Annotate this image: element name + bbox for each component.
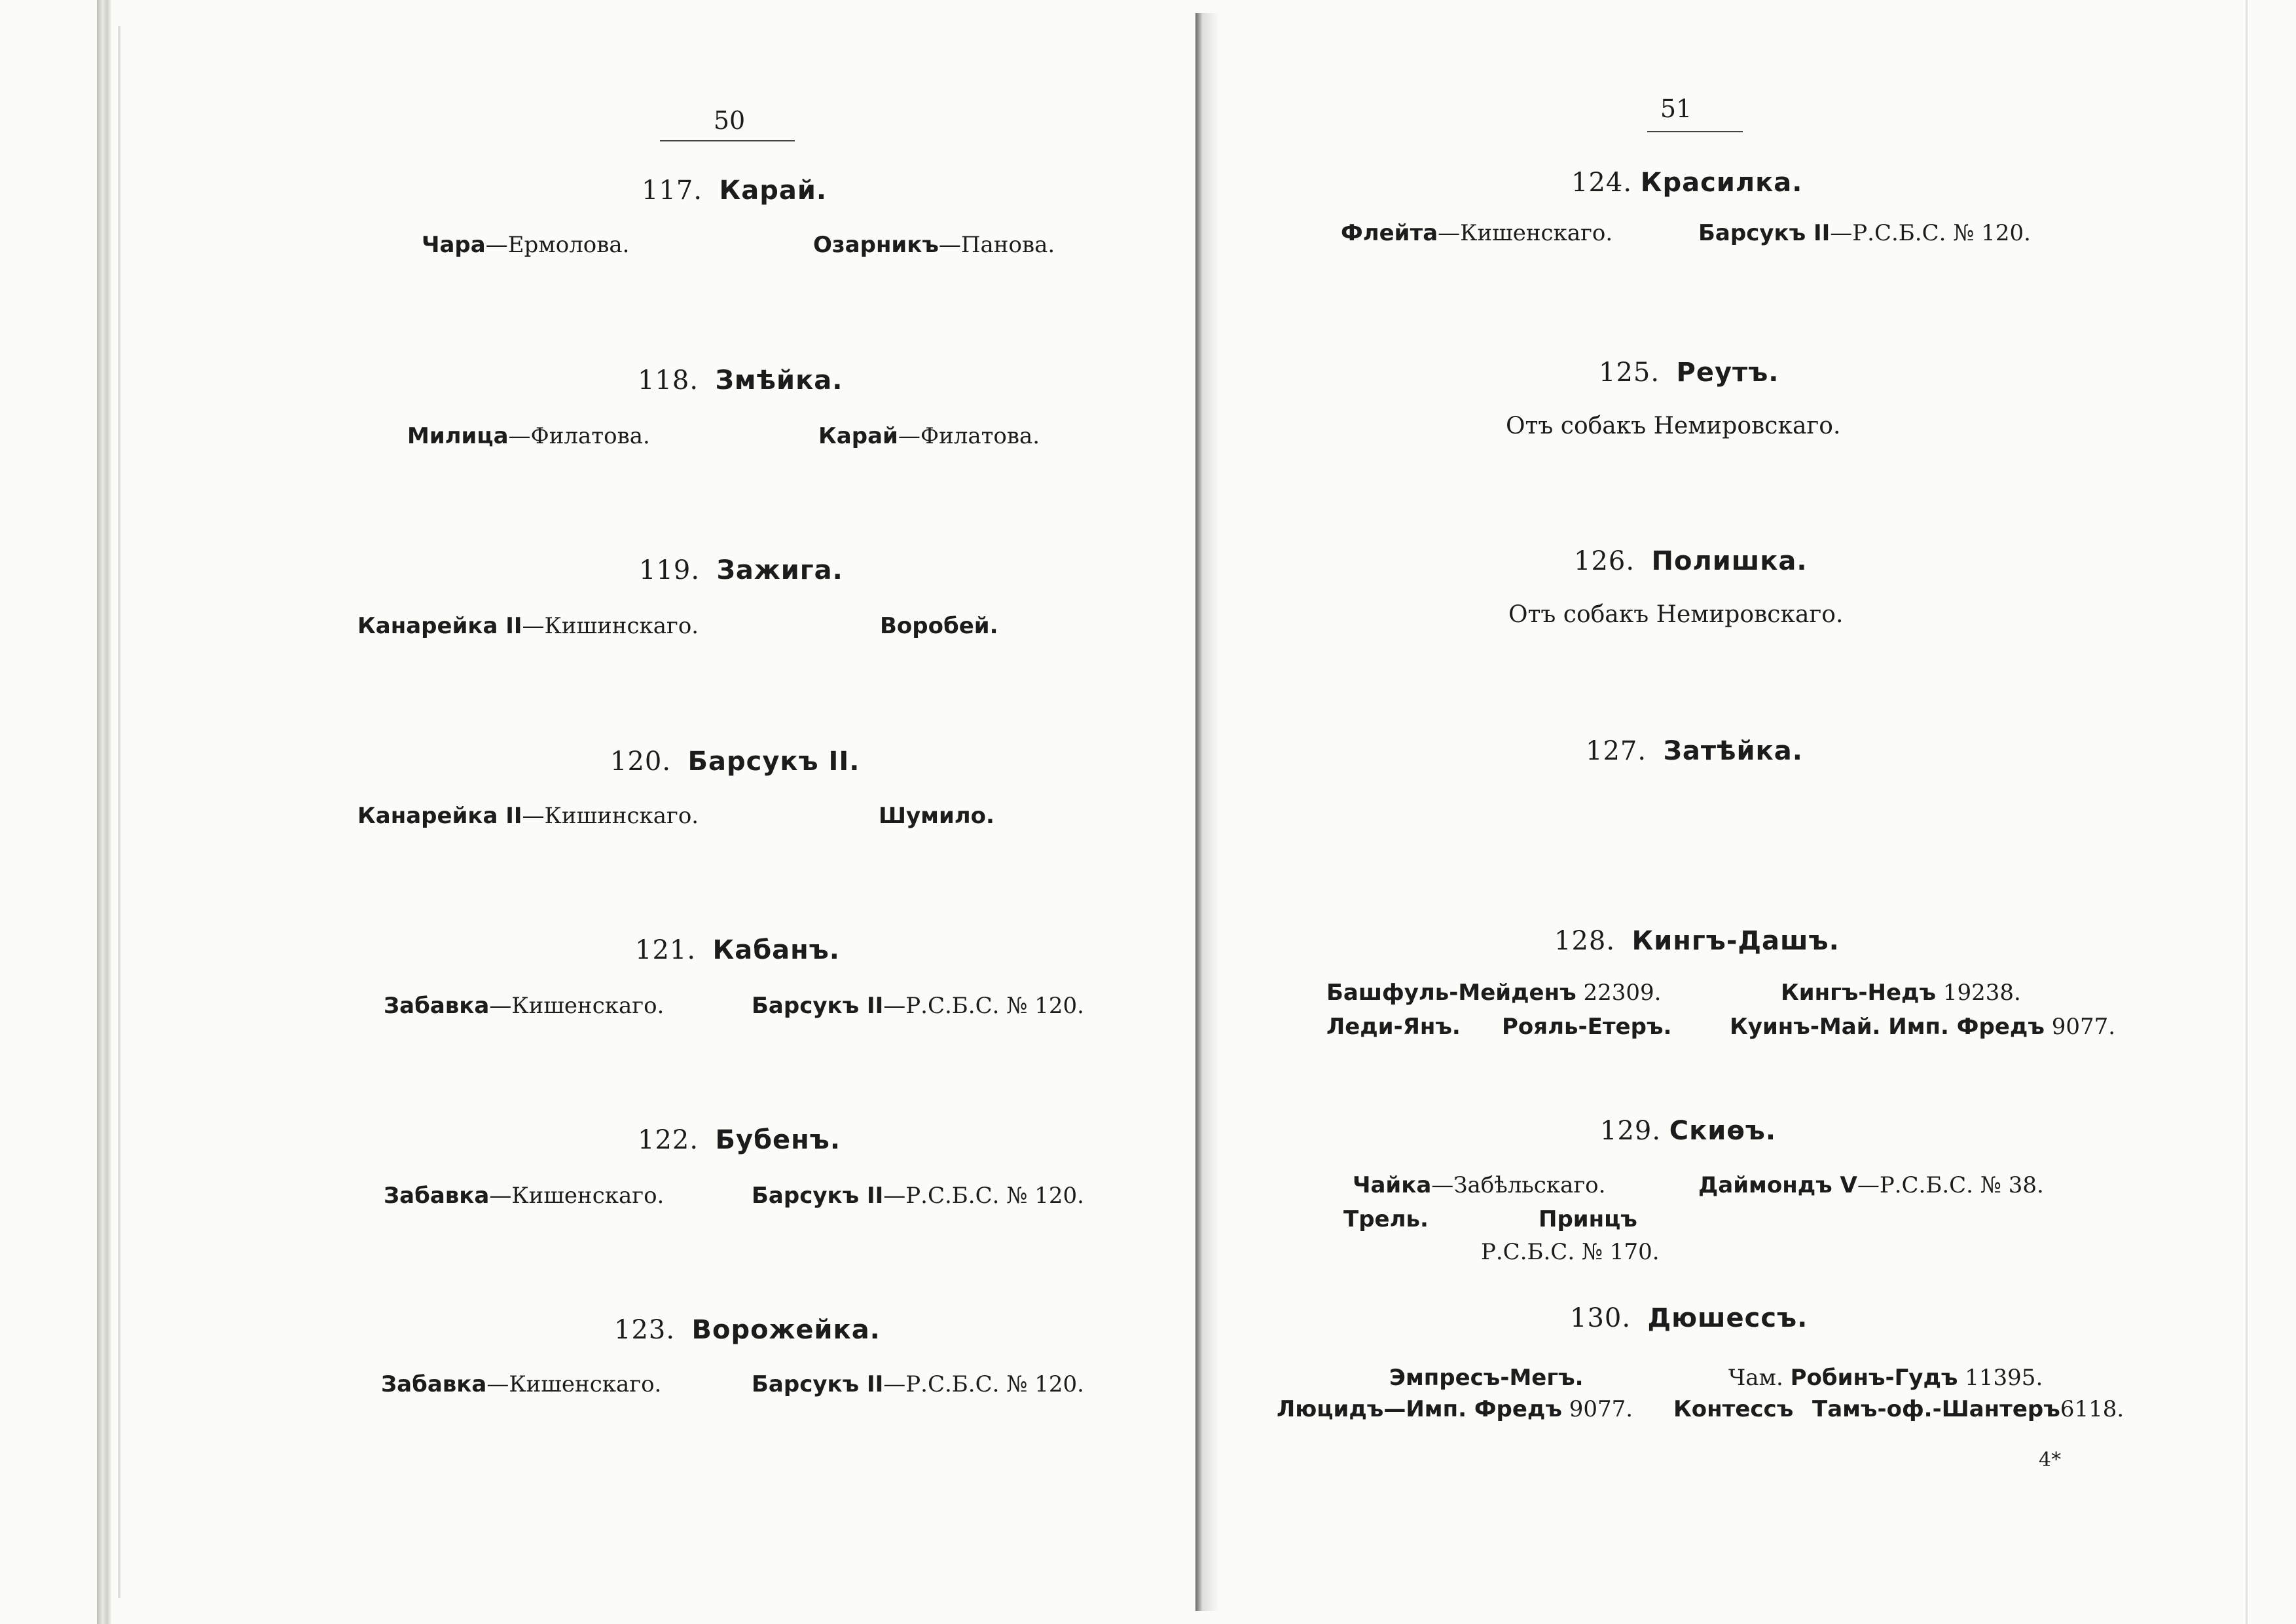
entry-heading — [1571, 168, 1802, 198]
grandparent — [1730, 1014, 2115, 1040]
grandparent-name: Люцидъ—Имп. Фредъ — [1277, 1396, 1562, 1422]
parent-right — [1698, 220, 2031, 246]
entry-number: 122. — [638, 1125, 699, 1155]
entry-number: 127. — [1586, 736, 1647, 766]
registry-number: 22309. — [1583, 980, 1662, 1006]
parent-name: Барсукъ II — [1698, 220, 1831, 246]
parent-left — [1341, 220, 1613, 246]
parent-name: Карай — [818, 423, 898, 449]
grandparent-name: Принцъ — [1539, 1206, 1637, 1232]
parent-name: Барсукъ II — [752, 1371, 884, 1397]
parent-left — [357, 613, 699, 639]
dog-name: Карай. — [719, 175, 828, 206]
origin-line: Отъ собакъ Немировскаго. — [1506, 413, 1841, 439]
grandparent-name: Куинъ-Май. Имп. Фредъ — [1730, 1014, 2045, 1040]
grandparent — [1539, 1206, 1637, 1232]
entry-number: 129. — [1600, 1116, 1662, 1146]
dog-name: Ворожейка. — [691, 1315, 881, 1345]
parent-name: Забавка — [384, 993, 490, 1019]
registry-number: 9077. — [1569, 1396, 1633, 1422]
parent-left — [407, 423, 650, 449]
dog-name: Полишка. — [1651, 546, 1808, 576]
pedigree-left — [1389, 1365, 1584, 1391]
parent-left — [1353, 1172, 1605, 1198]
parent-owner: —Ермолова. — [485, 232, 630, 258]
book-gutter — [1195, 13, 1202, 1611]
parent-name: Шумило. — [879, 803, 994, 829]
parent-right — [813, 232, 1055, 258]
parent-owner: —Р.С.Б.С. № 120. — [1830, 220, 2031, 246]
entry-heading — [610, 747, 860, 777]
registry-line: Р.С.Б.С. № 170. — [1481, 1239, 1660, 1265]
entry-heading — [1554, 926, 1840, 956]
parent-name: Флейта — [1341, 220, 1438, 246]
signature-mark: 4* — [2039, 1449, 2062, 1471]
page-number-rule-left — [660, 140, 795, 141]
grandparent — [1326, 1014, 1461, 1040]
page-number-right: 51 — [1660, 94, 1692, 123]
parent-left — [422, 232, 630, 258]
pedigree-right — [1781, 980, 2021, 1006]
parent-name: Барсукъ II — [752, 993, 884, 1019]
entry-heading — [642, 175, 827, 206]
parent-owner: —Кишенскаго. — [489, 1183, 665, 1209]
dog-name: Красилка. — [1640, 168, 1803, 198]
registry-number: 19238. — [1942, 980, 2021, 1006]
grandparent — [1812, 1396, 2124, 1422]
dog-name: Скиѳъ. — [1669, 1116, 1777, 1146]
entry-number: 128. — [1554, 926, 1616, 956]
parent-owner: —Р.С.Б.С. № 120. — [883, 1183, 1084, 1209]
parent-name: Канарейка II — [357, 613, 522, 639]
parent-owner: —Кишинскаго. — [522, 803, 699, 829]
entry-heading — [1586, 736, 1803, 766]
dog-name: Бубенъ. — [715, 1125, 841, 1155]
parent-left — [384, 1183, 664, 1209]
grandparent — [1277, 1396, 1633, 1422]
parent-right — [818, 423, 1040, 449]
entry-heading — [1574, 546, 1808, 576]
parent-name: Робинъ-Гудъ — [1790, 1365, 1958, 1391]
dog-name: Зажига. — [716, 555, 843, 585]
parent-owner: —Кишенскаго. — [489, 993, 665, 1019]
parent-name: Воробей. — [880, 613, 998, 639]
entry-number: 119. — [639, 555, 701, 585]
parent-name: Даймондъ V — [1698, 1172, 1857, 1198]
parent-owner: —Филатова. — [898, 423, 1040, 449]
parent-owner: —Кишинскаго. — [522, 613, 699, 639]
parent-name: Чара — [422, 232, 486, 258]
dog-name: Кингъ-Дашъ. — [1631, 926, 1840, 956]
dog-name: Змѣйка. — [715, 365, 843, 396]
registry-number: 9077. — [2051, 1014, 2116, 1040]
parent-name: Забавка — [384, 1183, 490, 1209]
grandparent-name: Леди-Янъ. — [1326, 1014, 1461, 1040]
grandparent — [1343, 1206, 1429, 1232]
grandparent-name: Контессъ — [1673, 1396, 1794, 1422]
parent-owner: —Р.С.Б.С. № 120. — [883, 1371, 1084, 1397]
pedigree-left — [1326, 980, 1661, 1006]
parent-left — [384, 993, 664, 1019]
left-binding-edge — [97, 0, 111, 1624]
parent-left — [357, 803, 699, 829]
gutter-shadow — [1202, 13, 1219, 1611]
grandparent-name: Тамъ-оф.-Шантеръ — [1812, 1396, 2060, 1422]
dog-name: Барсукъ II. — [687, 747, 860, 777]
grandparent — [1502, 1014, 1671, 1040]
entry-heading — [638, 365, 843, 396]
parent-name: Канарейка II — [357, 803, 522, 829]
registry-number: 6118. — [2060, 1396, 2124, 1422]
entry-number: 118. — [638, 365, 699, 396]
entry-number: 126. — [1574, 546, 1635, 576]
parent-owner: —Кишенскаго. — [486, 1371, 662, 1397]
parent-name: Эмпресъ-Мегъ. — [1389, 1365, 1584, 1391]
entry-number: 124. — [1571, 168, 1633, 198]
grandparent — [1673, 1396, 1793, 1422]
parent-owner: —Кишенскаго. — [1438, 220, 1613, 246]
entry-heading — [1600, 1116, 1776, 1146]
origin-line: Отъ собакъ Немировскаго. — [1508, 601, 1844, 628]
entry-number: 130. — [1570, 1303, 1631, 1333]
entry-heading — [635, 935, 840, 965]
parent-name: Забавка — [381, 1371, 487, 1397]
parent-left — [381, 1371, 661, 1397]
parent-name: Башфуль-Мейденъ — [1326, 980, 1576, 1006]
grandparent-name: Рояль-Етеръ. — [1502, 1014, 1672, 1040]
registry-number: 11395. — [1965, 1365, 2043, 1391]
parent-right — [752, 993, 1084, 1019]
right-page-edge — [2246, 0, 2248, 1624]
parent-owner: —Филатова. — [508, 423, 650, 449]
entry-number: 125. — [1599, 358, 1660, 388]
parent-owner: —Р.С.Б.С. № 38. — [1857, 1172, 2044, 1198]
parent-name: Озарникъ — [813, 232, 939, 258]
dog-name: Кабанъ. — [712, 935, 840, 965]
parent-name: Милица — [407, 423, 509, 449]
parent-right — [752, 1183, 1084, 1209]
parent-right — [752, 1371, 1084, 1397]
entry-heading — [1570, 1303, 1808, 1333]
parent-owner: —Забѣльскаго. — [1431, 1172, 1606, 1198]
entry-number: 123. — [614, 1315, 676, 1345]
entry-number: 121. — [635, 935, 697, 965]
entry-heading — [614, 1315, 881, 1345]
entry-number: 120. — [610, 747, 672, 777]
parent-name: Кингъ-Недъ — [1781, 980, 1937, 1006]
pedigree-right — [1728, 1365, 2043, 1391]
entry-number: 117. — [642, 175, 703, 206]
parent-owner: —Р.С.Б.С. № 120. — [883, 993, 1084, 1019]
parent-right — [880, 613, 998, 639]
entry-heading — [639, 555, 843, 585]
parent-right — [879, 803, 994, 829]
parent-right — [1698, 1172, 2044, 1198]
title-abbrev: Чам. — [1728, 1365, 1783, 1391]
left-binding-line — [118, 26, 120, 1598]
parent-name: Чайка — [1353, 1172, 1432, 1198]
grandparent-name: Трель. — [1343, 1206, 1429, 1232]
entry-heading — [638, 1125, 841, 1155]
entry-heading — [1599, 358, 1779, 388]
page-number-left: 50 — [713, 106, 746, 135]
parent-owner: —Панова. — [938, 232, 1055, 258]
page-number-rule-right — [1647, 131, 1743, 132]
parent-name: Барсукъ II — [752, 1183, 884, 1209]
dog-name: Дюшессъ. — [1647, 1303, 1808, 1333]
dog-name: Реутъ. — [1676, 358, 1779, 388]
dog-name: Затѣйка. — [1663, 736, 1803, 766]
